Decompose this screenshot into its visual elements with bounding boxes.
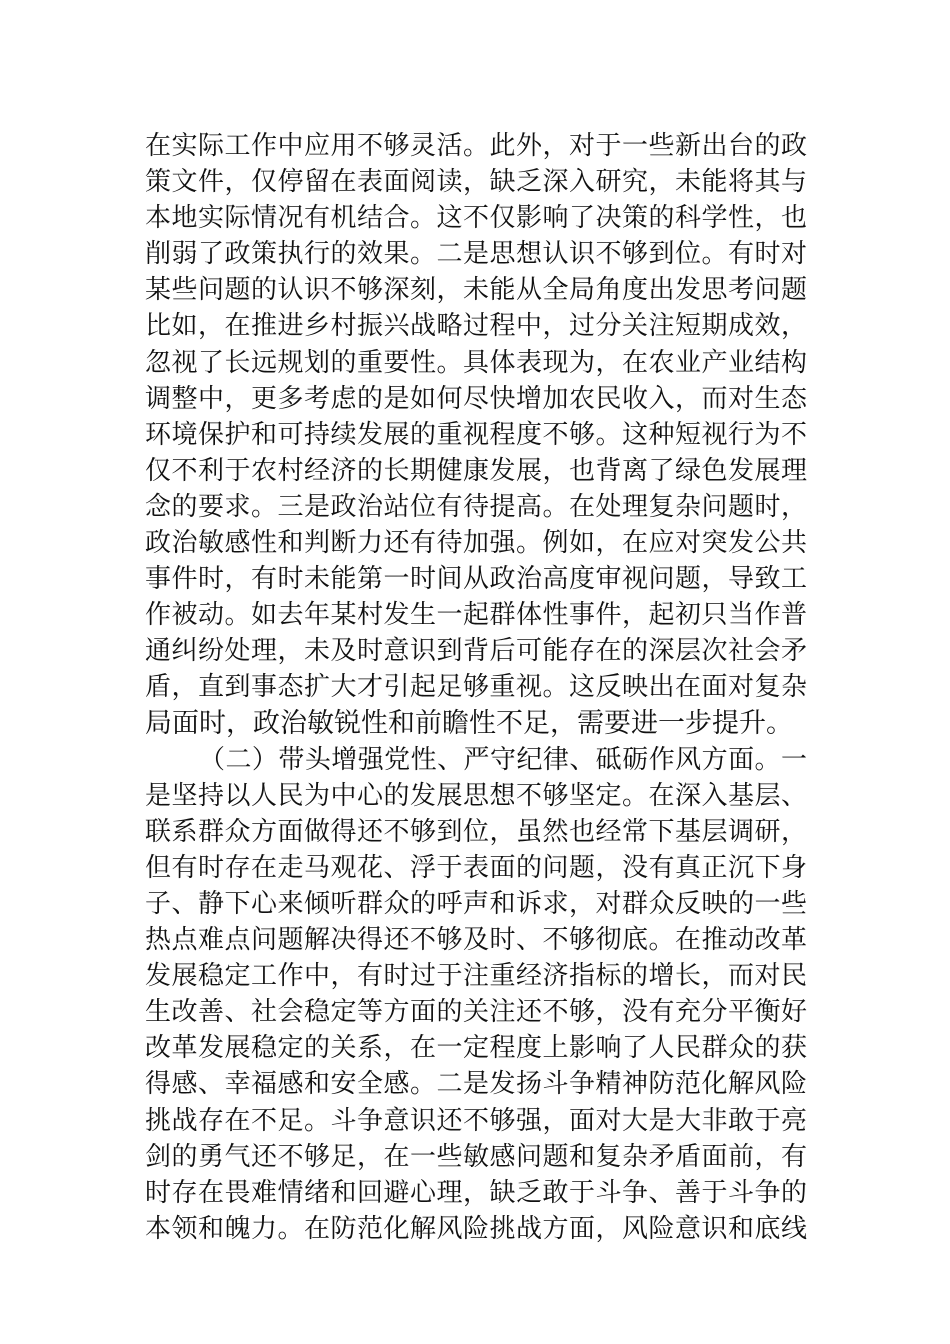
text-line: 仅不利于农村经济的长期健康发展，也背离了绿色发展理 xyxy=(145,455,807,486)
text-line: 改革发展稳定的关系，在一定程度上影响了人民群众的获 xyxy=(145,1033,807,1064)
text-line: 是坚持以人民为中心的发展思想不够坚定。在深入基层、 xyxy=(145,780,807,811)
text-line: 环境保护和可持续发展的重视程度不够。这种短视行为不 xyxy=(145,419,807,450)
body-text xyxy=(145,128,807,1247)
text-line: 联系群众方面做得还不够到位，虽然也经常下基层调研， xyxy=(145,816,807,847)
text-line: 挑战存在不足。斗争意识还不够强，面对大是大非敢于亮 xyxy=(145,1105,807,1136)
text-line: 策文件，仅停留在表面阅读，缺乏深入研究，未能将其与 xyxy=(145,167,807,198)
text-line: 事件时，有时未能第一时间从政治高度审视问题，导致工 xyxy=(145,564,807,595)
text-line: 作被动。如去年某村发生一起群体性事件，起初只当作普 xyxy=(145,600,807,631)
text-line: 盾，直到事态扩大才引起足够重视。这反映出在面对复杂 xyxy=(145,672,807,703)
text-line: 本领和魄力。在防范化解风险挑战方面，风险意识和底线 xyxy=(145,1213,807,1244)
text-line: 忽视了长远规划的重要性。具体表现为，在农业产业结构 xyxy=(145,347,807,378)
text-line: 发展稳定工作中，有时过于注重经济指标的增长，而对民 xyxy=(145,961,807,992)
text-line: 得感、幸福感和安全感。二是发扬斗争精神防范化解风险 xyxy=(145,1069,807,1100)
text-line: 比如，在推进乡村振兴战略过程中，过分关注短期成效， xyxy=(145,311,807,342)
text-line: 某些问题的认识不够深刻，未能从全局角度出发思考问题 xyxy=(145,275,807,306)
text-line: 通纠纷处理，未及时意识到背后可能存在的深层次社会矛 xyxy=(145,636,807,667)
text-line: 在实际工作中应用不够灵活。此外，对于一些新出台的政 xyxy=(145,131,807,161)
text-line: 政治敏感性和判断力还有待加强。例如，在应对突发公共 xyxy=(145,528,807,559)
text-line: 时存在畏难情绪和回避心理，缺乏敢于斗争、善于斗争的 xyxy=(145,1177,807,1208)
paragraph-end-line: 局面时，政治敏锐性和前瞻性不足，需要进一步提升。 xyxy=(145,707,793,739)
text-line: 但有时存在走马观花、浮于表面的问题，没有真正沉下身 xyxy=(145,852,807,883)
text-line: 念的要求。三是政治站位有待提高。在处理复杂问题时， xyxy=(145,491,807,522)
text-line: 削弱了政策执行的效果。二是思想认识不够到位。有时对 xyxy=(145,239,807,270)
text-line: 热点难点问题解决得还不够及时、不够彻底。在推动改革 xyxy=(145,925,807,956)
text-line: 生改善、社会稳定等方面的关注还不够，没有充分平衡好 xyxy=(145,997,807,1028)
section-heading-line: （二）带头增强党性、严守纪律、砥砺作风方面。一 xyxy=(199,744,807,775)
text-line: 本地实际情况有机结合。这不仅影响了决策的科学性，也 xyxy=(145,203,807,234)
text-line: 剑的勇气还不够足，在一些敏感问题和复杂矛盾面前，有 xyxy=(145,1141,807,1172)
text-line: 子、静下心来倾听群众的呼声和诉求，对群众反映的一些 xyxy=(145,888,807,919)
text-line: 调整中，更多考虑的是如何尽快增加农民收入，而对生态 xyxy=(145,383,807,414)
